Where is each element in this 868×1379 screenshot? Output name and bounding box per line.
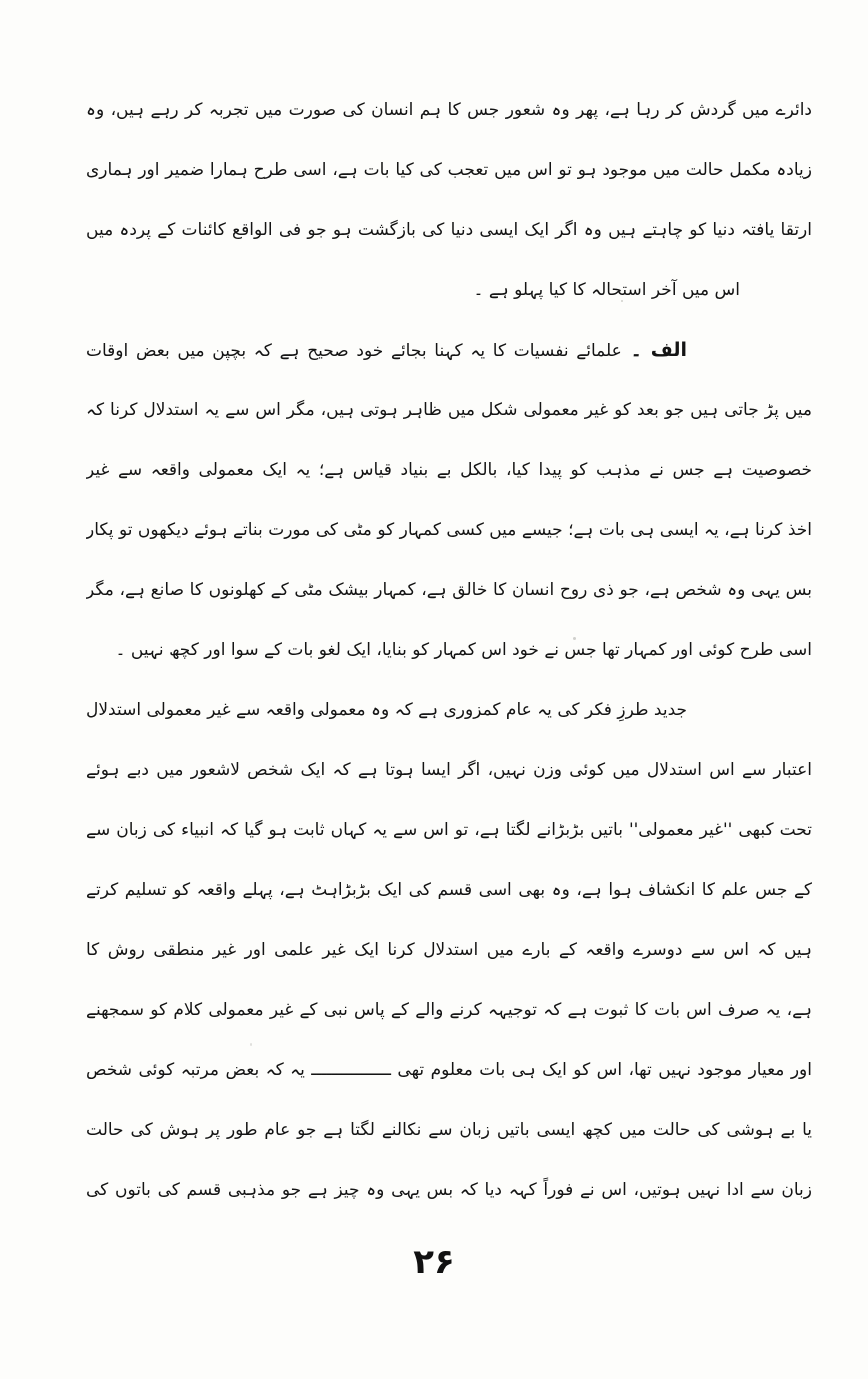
scan-speck xyxy=(621,300,623,302)
text-block xyxy=(86,80,812,1220)
text-line: اخذ کرنا ہے، یہ ایسی ہی بات ہے؛ جیسے میں کسی کمہار کو مٹی کی مورت بناتے ہوئے دیکھوں تو پکار xyxy=(86,520,812,540)
text-line: خصوصیت ہے جس نے مذہب کو پیدا کیا، بالکل بے بنیاد قیاس ہے؛ یہ ایک معمولی واقعہ سے غیر xyxy=(86,460,812,480)
text-line: ہیں کہ اس سے دوسرے واقعہ کے بارے میں استدلال کرنا ایک غیر علمی اور غیر منطقی روش کا xyxy=(86,940,812,960)
text-line: ہے، یہ صرف اس بات کا ثبوت ہے کہ توجیہہ کرنے والے کے پاس نبی کے غیر معمولی کلام کو سمجھنے xyxy=(86,1000,812,1020)
text-line: زیادہ مکمل حالت میں موجود ہو تو اس میں تعجب کی کیا بات ہے، اسی طرح ہمارا ضمیر اور ہماری xyxy=(86,160,812,180)
text-line: تحت کبھی ''غیر معمولی'' باتیں بڑبڑانے لگتا ہے، تو اس سے یہ کہاں ثابت ہو گیا کہ انبیاء کی زبان سے xyxy=(86,820,812,840)
paragraph xyxy=(86,80,812,320)
text-line: اسی طرح کوئی اور کمہار تھا جس نے خود اس کمہار کو بنایا، ایک لغو بات کے سوا اور کچھ نہیں ۔ xyxy=(115,640,812,660)
page-number: ۲۶ xyxy=(413,1242,455,1282)
text-line: کے جس علم کا انکشاف ہوا ہے، وہ بھی اسی قسم کی ایک بڑبڑاہٹ ہے، پہلے واقعہ کو تسلیم کرتے xyxy=(86,880,812,900)
text-line: میں پڑ جاتی ہیں جو بعد کو غیر معمولی شکل میں ظاہر ہوتی ہیں، مگر اس سے یہ استدلال کرنا کہ xyxy=(86,400,812,420)
text-line: اور معیار موجود نہیں تھا، اس کو ایک ہی بات معلوم تھی ــــــــــــــــ یہ کہ بعض مرتبہ کوئی شخص xyxy=(86,1060,812,1080)
paragraph xyxy=(86,320,812,680)
scan-speck xyxy=(250,1043,252,1046)
text-line: اعتبار سے اس استدلال میں کوئی وزن نہیں، اگر ایسا ہوتا ہے کہ ایک شخص لاشعور میں دبے ہوئے xyxy=(86,760,812,780)
text-line: اس میں آخر استحالہ کا کیا پہلو ہے ۔ xyxy=(473,280,740,300)
text-line: یا بے ہوشی کی حالت میں کچھ ایسی باتیں زبان سے نکالنے لگتا ہے جو عام طور پر ہوش کی حالت xyxy=(86,1120,812,1140)
text-line: الف ۔ علمائے نفسیات کا یہ کہنا بجائے خود صحیح ہے کہ بچپن میں بعض اوقات xyxy=(86,339,688,361)
paragraph xyxy=(86,680,812,1220)
text-line: جدید طرزِ فکر کی یہ عام کمزوری ہے کہ وہ معمولی واقعہ سے غیر معمولی استدلال xyxy=(86,700,687,720)
text-line: ارتقا یافتہ دنیا کو چاہتے ہیں وہ اگر ایک ایسی دنیا کی بازگشت ہو جو فی الواقع کائنات کے پردہ میں xyxy=(86,220,812,240)
text-line: بس یہی وہ شخص ہے، جو ذی روح انسان کا خالق ہے، کمہار بیشک مٹی کے کھلونوں کا صانع ہے، مگر xyxy=(86,580,812,600)
paragraph-lead-marker: الف ۔ xyxy=(621,339,688,361)
text-line: زبان سے ادا نہیں ہوتیں، اس نے فوراً کہہ دیا کہ بس یہی وہ چیز ہے جو مذہبی قسم کی باتوں کی xyxy=(86,1180,812,1200)
scan-speck xyxy=(573,637,576,640)
text-line: دائرے میں گردش کر رہا ہے، پھر وہ شعور جس کا ہم انسان کی صورت میں تجربہ کر رہے ہیں، وہ xyxy=(86,100,812,120)
